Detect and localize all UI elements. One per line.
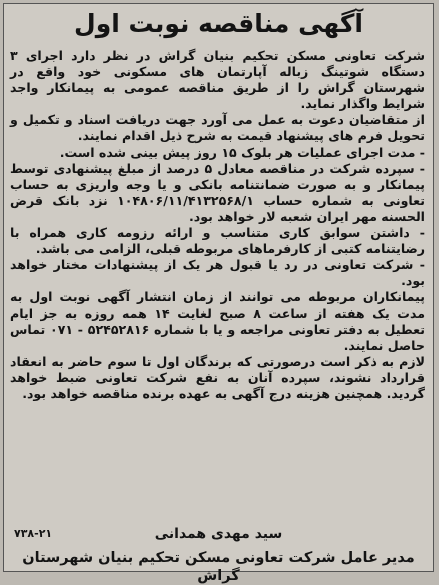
notice-paragraph: - شرکت تعاونی در رد یا قبول هر یک از پیشنهادات مختار خواهد بود.: [10, 257, 425, 289]
notice-paragraph: - سپرده شرکت در مناقصه معادل ۵ درصد از مبلغ پیشنهادی توسط پیمانکار و به صورت ضمانتنامه بانکی و یا وجه واریزی به حساب تعاونی به شماره حساب ۱۰۴۸۰۶/۱۱/۴۱۳۲۵۶۸/۱ نزد بانک قرض الحسنه مهر ایران شعبه لار خواهد بود.: [10, 160, 425, 224]
notice-code: ۷۳۸-۲۱: [14, 527, 53, 540]
notice-paragraph: پیمانکاران مربوطه می توانند از زمان انتشار آگهی نوبت اول به مدت یک هفته از ساعت ۸ صبح لغایت ۱۴ همه روزه به جز ایام تعطیل به دفتر تعاونی مراجعه و یا با شماره ۵۲۴۵۲۸۱۶ - ۰۷۱ تماس حاصل نمایند.: [10, 289, 426, 353]
signatory-title: مدیر عامل شرکت تعاونی مسکن تحکیم بنیان شهرستان گراش: [22, 550, 415, 584]
notice-frame: [3, 3, 434, 584]
signatory-name: سید مهدی همدانی: [154, 526, 283, 542]
notice-paragraph: از متقاضیان دعوت به عمل می آورد جهت دریافت اسناد و تکمیل و تحویل فرم های پیشنهاد قیمت به شرح ذیل اقدام نمایند.: [10, 112, 425, 144]
notice-paragraph: - مدت اجرای عملیات هر بلوک ۱۵ روز پیش بینی شده است.: [59, 144, 425, 160]
notice-paragraph: - داشتن سوابق کاری متناسب و ارائه رزومه کاری همراه با رضایتنامه کتبی از کارفرماهای مربوطه قبلی، الزامی می باشد.: [10, 225, 425, 257]
notice-body: [10, 48, 425, 402]
notice-paragraph: لازم به ذکر است درصورتی که برندگان اول تا سوم حاضر به انعقاد قرارداد نشوند، سپرده آنان به نفع شرکت تعاونی ضبط خواهد گردید. همچنین هزینه درج آگهی به عهده برنده مناقصه خواهد بود.: [10, 353, 425, 401]
notice-title: آگهی مناقصه نوبت اول: [74, 9, 363, 38]
notice-paragraph: شرکت تعاونی مسکن تحکیم بنیان گراش در نظر دارد اجرای ۳ دستگاه شوتینگ زباله آپارتمان های مسکونی خود واقع در شهرستان گراش را از طریق مناقصه عمومی به پیمانکار واجد شرایط واگذار نماید.: [10, 48, 425, 112]
